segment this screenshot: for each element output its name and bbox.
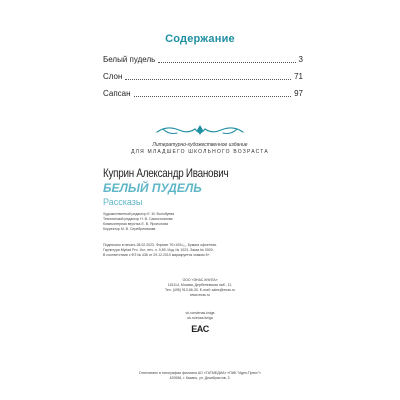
toc-leader-dots	[125, 78, 291, 80]
publisher-line: ООО «ЭНАС-КНИГА»	[182, 278, 218, 282]
credit-line: Корректор М. В. Серебреникова	[103, 227, 156, 231]
toc-title: Содержание	[165, 33, 235, 45]
toc-item-label: Сапсан	[103, 89, 131, 98]
print-info-line: В соответствии с ФЗ № 436 от 29.12.2010 маркируется знаком 6+.	[103, 253, 211, 257]
credits-block	[103, 212, 174, 232]
toc-leader-dots	[158, 61, 295, 63]
publisher-line: Тел. (495) 913-66-30. E-mail: sales@enas.ru	[164, 288, 236, 292]
social-link[interactable]: vk.com/enas.kniga	[185, 311, 215, 315]
toc-item[interactable]	[103, 87, 303, 99]
toc-item-label: Белый пудель	[103, 55, 156, 64]
ornament-divider-icon	[155, 123, 245, 139]
toc-item[interactable]	[103, 70, 303, 82]
printer-line: Отпечатано в типографии филиала АО «ТАТМЕДИА» «ПИК “Идел-Пресс”»	[138, 371, 262, 375]
toc-item[interactable]	[103, 53, 303, 65]
credit-line: Компьютерная верстка Е. В. Ярополова	[103, 222, 168, 226]
publisher-website[interactable]: www.enas.ru	[189, 293, 211, 297]
printer-block	[0, 371, 400, 381]
printer-line: 420066, г. Казань, ул. Декабристов, 2.	[169, 376, 231, 380]
credit-line: Технический редактор Н. В. Самостоянова	[103, 217, 173, 221]
toc-item-page: 97	[294, 89, 303, 98]
social-links	[0, 311, 400, 321]
credit-line: Художественный редактор Е. М. Волобуева	[103, 212, 175, 216]
toc-item-page: 3	[298, 55, 303, 64]
book-title: БЕЛЫЙ ПУДЕЛЬ	[103, 181, 202, 195]
book-subtitle: Рассказы	[103, 197, 143, 207]
toc-leader-dots	[134, 95, 292, 97]
genre-line: Литературно-художественное издание	[152, 142, 248, 148]
toc-item-label: Слон	[103, 72, 123, 81]
print-info-block	[103, 243, 217, 258]
print-info-line: Подписано в печать 28.02.2023. Формат 70×100¹/₁₆. Бумага офсетная.	[103, 243, 217, 247]
publisher-block	[0, 278, 400, 298]
publisher-line: 115114, Москва, Дербеневская наб., 11.	[167, 283, 233, 287]
age-rating-line: ДЛЯ МЛАДШЕГО ШКОЛЬНОГО ВОЗРАСТА	[131, 149, 269, 155]
toc-item-page: 71	[294, 72, 303, 81]
social-link[interactable]: ok.ru/enas.kniga	[187, 316, 213, 320]
eac-mark-icon: EAC	[191, 324, 209, 334]
print-info-line: Гарнитура Myriad Pro. Усл. печ. л. 9,59. Изд. № 1023. Заказ № 0000.	[103, 248, 214, 252]
author-name: Куприн Александр Иванович	[103, 166, 229, 180]
